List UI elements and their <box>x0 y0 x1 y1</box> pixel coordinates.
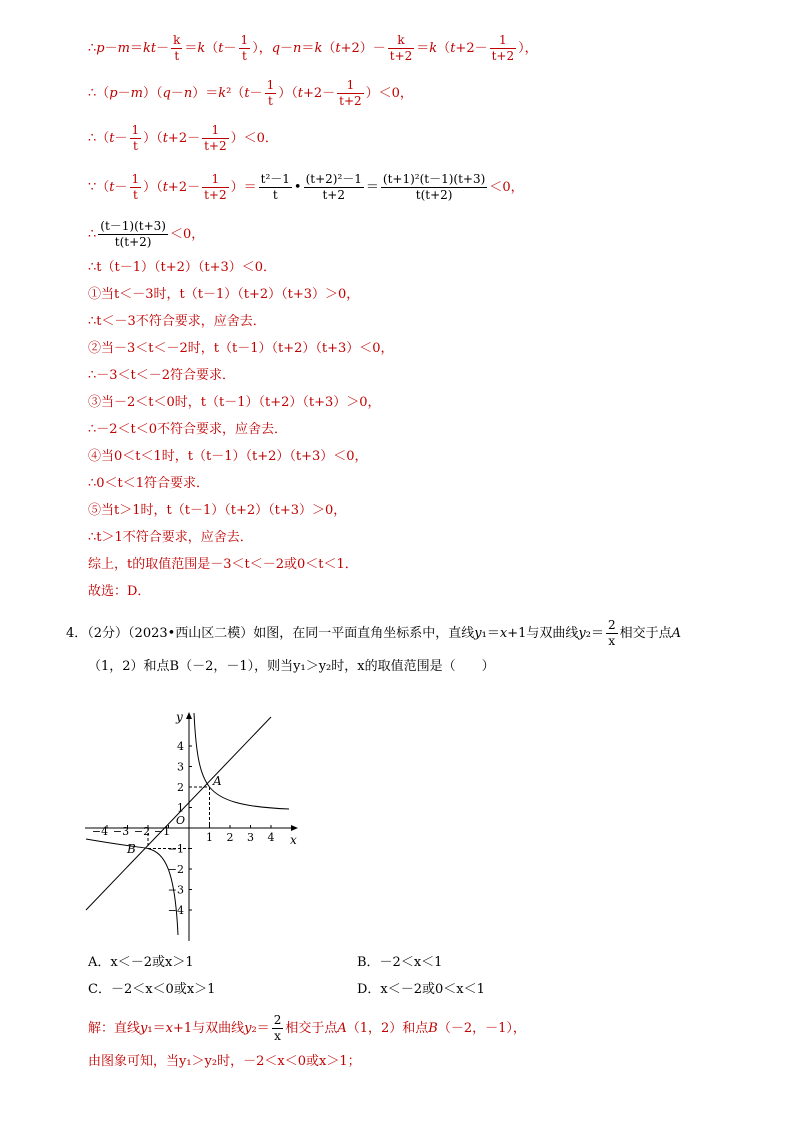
y-axis-arrow <box>186 712 192 719</box>
x-axis-label: x <box>290 833 297 847</box>
y-tick-label: 4 <box>177 740 184 753</box>
x-tick-label: −2 <box>133 825 151 838</box>
solution-line-12: ∴－2＜t＜0不符合要求，应舍去． <box>88 422 288 437</box>
point-b-label: B <box>127 842 136 856</box>
solution-line-10: ∴－3＜t＜－2符合要求． <box>88 368 236 383</box>
solution-line-3: ∴（t－ $\frac{1}{t}$ ）（t+2－ $\frac{1}{t+2}$ ）＜0． <box>88 123 278 153</box>
y-tick-label: 2 <box>177 781 184 794</box>
x-tick-label: −1 <box>153 825 171 838</box>
x-tick-label: 4 <box>267 831 275 844</box>
question-4-line-1: 4．（2分）（2023•西山区二模）如图，在同一平面直角坐标系中，直线y₁＝x+1与双曲线y₂＝ $\frac{2}{x}$ 相交于点A <box>66 618 682 648</box>
solution-line-14: ∴0＜t＜1符合要求． <box>88 476 210 491</box>
x-axis-arrow <box>291 825 298 831</box>
solution-line-17: 综上，t的取值范围是－3＜t＜－2或0＜t＜1． <box>88 557 358 572</box>
point-a-label: A <box>213 774 222 788</box>
solution-line-1: ∴p－m＝kt－ $\frac{k}{t}$ ＝k（t－ $\frac{1}{t}$ ），q－n＝k（t+2）－ $\frac{k}{t+2}$ ＝k（t+2－ $\frac{1}{t+2}$ ）， <box>88 33 538 63</box>
solution-line-9: ②当－3＜t＜－2时，t（t－1）（t+2）（t+3）＜0， <box>88 341 394 356</box>
option-a[interactable]: A．x＜－2或x＞1 <box>88 955 194 970</box>
hyperbola-branch-right <box>194 713 289 809</box>
solution-line-2: ∴（p－m）（q－n）＝k²（t－ $\frac{1}{t}$ ）（t+2－ $\frac{1}{t+2}$ ）＜0， <box>88 78 413 108</box>
x-tick-label: 1 <box>206 831 213 844</box>
y-tick-label: 1 <box>177 801 184 815</box>
solution-line-16: ∴t＞1不符合要求，应舍去． <box>88 530 253 545</box>
solution-line-4: ∵（t－ $\frac{1}{t}$ ）（t+2－ $\frac{1}{t+2}$ ）＝ $\frac{\text{t²－1}}{t}$ • $\frac{\text{(t+2)²－1}}{t+2}$ ＝ $\frac{\text{(t+1)²(t－1)(t+3)}}{t(t+2)}$ ＜0， <box>88 172 524 202</box>
x-tick-label: 2 <box>226 831 234 844</box>
solution-line-6: ∴t（t－1）（t+2）（t+3）＜0． <box>88 260 277 275</box>
solution-line-5: ∴ $\frac{(t-1)(t+3)}{t(t+2)}$ ＜0， <box>88 219 205 249</box>
answer-line-1: 解：直线y₁＝x+1与双曲线y₂＝ $\frac{2}{x}$ 相交于点A（1，2）和点B（－2，－1）， <box>88 1013 526 1043</box>
solution-line-15: ⑤当t＞1时，t（t－1）（t+2）（t+3）＞0， <box>88 503 347 518</box>
y-tick-label: 3 <box>177 760 184 774</box>
solution-line-18: 故选：D． <box>88 584 151 599</box>
y-tick-label: −1 <box>167 842 184 856</box>
question-4-line-2: （1，2）和点B（－2，－1），则当y₁＞y₂时，x的取值范围是（ ） <box>88 659 495 674</box>
x-tick-label: −3 <box>112 825 130 838</box>
y-tick-label: −4 <box>167 904 184 917</box>
solution-line-7: ①当t＜－3时，t（t－1）（t+2）（t+3）＞0， <box>88 287 360 302</box>
solution-line-13: ④当0＜t＜1时，t（t－1）（t+2）（t+3）＜0， <box>88 449 368 464</box>
option-b[interactable]: B．－2＜x＜1 <box>357 955 443 970</box>
x-tick-label: −4 <box>91 825 109 838</box>
option-d[interactable]: D．x＜－2或0＜x＜1 <box>357 982 485 997</box>
y-axis-label: y <box>176 710 183 724</box>
solution-line-11: ③当－2＜t＜0时，t（t－1）（t+2）（t+3）＞0， <box>88 395 381 410</box>
y-tick-label: −2 <box>167 863 184 876</box>
answer-line-2: 由图象可知，当y₁＞y₂时，－2＜x＜0或x＞1； <box>88 1054 361 1069</box>
origin-label: O <box>176 814 186 827</box>
solution-line-8: ∴t＜－3不符合要求，应舍去． <box>88 314 266 329</box>
y-tick-label: −3 <box>167 883 184 897</box>
function-graph <box>80 705 320 945</box>
option-c[interactable]: C．－2＜x＜0或x＞1 <box>88 982 216 997</box>
x-tick-label: 3 <box>247 831 254 844</box>
